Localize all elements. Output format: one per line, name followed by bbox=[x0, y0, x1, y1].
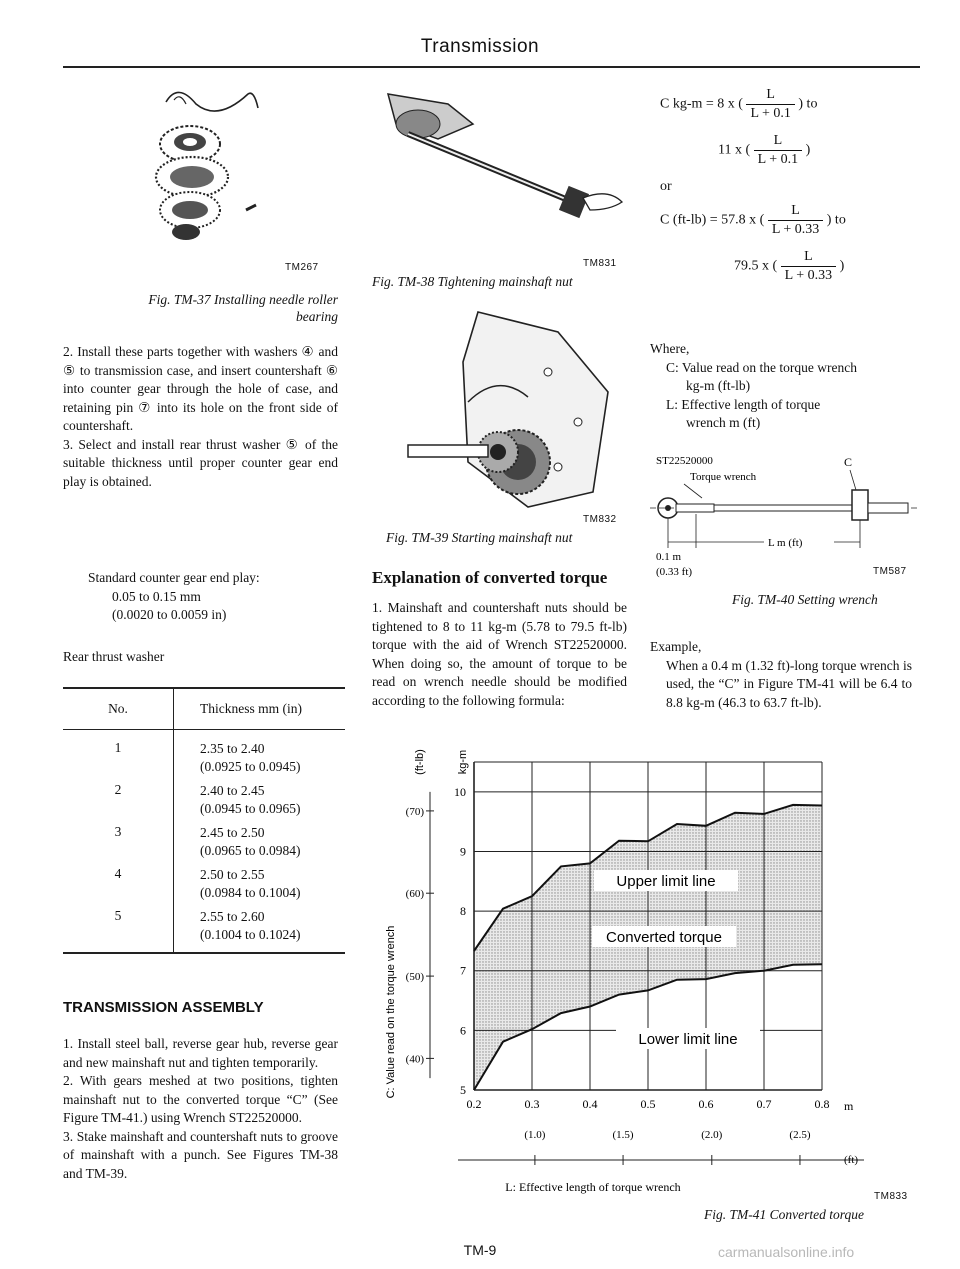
fig40-c-leader bbox=[850, 470, 856, 490]
thickness-table-box bbox=[63, 687, 345, 954]
example-title: Example, bbox=[650, 639, 702, 654]
formula-line3 bbox=[660, 202, 930, 248]
annot-upper-limit: Upper limit line bbox=[616, 873, 716, 890]
fig39-caption: Fig. TM-39 Starting mainshaft nut bbox=[386, 530, 573, 545]
formula2-lhs: 11 x ( bbox=[718, 142, 751, 158]
x-tick-label: 0.6 bbox=[698, 1097, 714, 1111]
ftlb-tick-label: (50) bbox=[405, 971, 424, 984]
formula2-den: L + 0.1 bbox=[757, 152, 799, 167]
formula1-num: L bbox=[746, 86, 794, 105]
fig40-033ft: (0.33 ft) bbox=[656, 566, 693, 578]
y-tick-label: 5 bbox=[460, 1083, 466, 1097]
ft-tick-label: (2.5) bbox=[789, 1129, 811, 1141]
chart-y-unit-kgm: kg-m bbox=[457, 749, 469, 775]
x-tick-label: 0.5 bbox=[640, 1097, 656, 1111]
fig40-grip bbox=[852, 490, 868, 520]
formula-line2 bbox=[660, 132, 930, 178]
row2-in: (0.0945 to 0.0965) bbox=[200, 800, 301, 816]
row1-in: (0.0925 to 0.0945) bbox=[200, 758, 301, 774]
x-tick-label: 0.2 bbox=[466, 1097, 482, 1111]
formula4-fraction bbox=[781, 248, 836, 285]
row1-mm: 2.35 to 2.40 bbox=[200, 740, 265, 756]
rear-washer-title: Rear thrust washer bbox=[63, 649, 165, 664]
formula-line1 bbox=[660, 86, 930, 132]
watermark: carmanualsonline.info bbox=[718, 1244, 855, 1260]
formula2-num: L bbox=[754, 132, 802, 151]
fig41-chart bbox=[368, 742, 859, 1200]
step2-paragraph: 2. Install these parts together with washers ④ and ⑤ to transmission case, and insert countershaft ⑥ into counter gear through the hole of case, and retaining pin ⑦ into its hole on the front side of countershaft. bbox=[63, 344, 338, 433]
ftlb-tick-label: (60) bbox=[405, 888, 424, 901]
fig40-code: TM587 bbox=[873, 566, 907, 577]
formula3-den: L + 0.33 bbox=[771, 222, 820, 237]
where-title: Where, bbox=[650, 341, 690, 356]
assembly-step1: 1. Install steel ball, reverse gear hub, reverse gear and new mainshaft nut and tighten temporarily. bbox=[63, 1036, 338, 1070]
fig38-code: TM831 bbox=[583, 258, 617, 269]
ft-tick-label: (1.0) bbox=[524, 1129, 546, 1141]
step3-paragraph: 3. Select and install rear thrust washer ⑤ of the suitable thickness until proper counter gear end play is obtained. bbox=[63, 436, 338, 489]
where-l: L: Effective length of torque bbox=[666, 396, 821, 412]
chart-x-unit: m bbox=[844, 1099, 854, 1113]
x-tick-label: 0.4 bbox=[582, 1097, 598, 1111]
y-tick-label: 10 bbox=[454, 784, 466, 799]
thickness-table bbox=[63, 689, 345, 952]
x-tick-label: 0.3 bbox=[524, 1097, 540, 1111]
fig39-code: TM832 bbox=[583, 514, 617, 525]
fig38-caption: Fig. TM-38 Tightening mainshaft nut bbox=[372, 274, 573, 289]
std-endplay-mm: 0.05 to 0.15 mm bbox=[112, 588, 201, 604]
where-c: C: Value read on the torque wrench bbox=[666, 359, 857, 375]
explanation-paragraph: 1. Mainshaft and countershaft nuts should be tightened to 8 to 11 kg-m (5.78 to 79.5 ft-lb) torque with the aid of Wrench ST22520000. When doing so, the amount of torque to be read on wrench needle should be modified according to the following formula: bbox=[372, 600, 627, 708]
left-body-top bbox=[63, 343, 338, 491]
row2-no: 2 bbox=[63, 776, 174, 818]
ft-tick-label: (1.5) bbox=[612, 1129, 634, 1141]
std-endplay-title: Standard counter gear end play: bbox=[88, 570, 260, 585]
std-endplay bbox=[88, 569, 338, 625]
assembly-step3: 3. Stake mainshaft and countershaft nuts to groove of mainshaft with a punch. See Figures TM-38 and TM-39. bbox=[63, 1128, 338, 1181]
y-tick-label: 8 bbox=[460, 904, 466, 919]
fig40-01m: 0.1 m bbox=[656, 551, 682, 563]
formula4-close: ) bbox=[839, 258, 845, 274]
formula1-to: ) to bbox=[798, 96, 818, 112]
ftlb-tick-label: (40) bbox=[405, 1053, 424, 1066]
formula1-fraction bbox=[746, 86, 794, 123]
table-row bbox=[63, 902, 345, 952]
col-no-header: No. bbox=[63, 689, 174, 729]
assembly-step2: 2. With gears meshed at two positions, tighten mainshaft nut to the converted torque “C” (See Figure TM-41.) using Wrench ST22520000. bbox=[63, 1073, 338, 1125]
formula2-fraction bbox=[754, 132, 802, 169]
row2-mm: 2.40 to 2.45 bbox=[200, 782, 265, 798]
table-row bbox=[63, 776, 345, 818]
fig40-adapter bbox=[676, 504, 714, 512]
fig41-caption: Fig. TM-41 Converted torque bbox=[704, 1207, 864, 1222]
formula3-num: L bbox=[768, 202, 823, 221]
fig40-handle bbox=[714, 505, 852, 511]
formula4-num: L bbox=[781, 248, 836, 267]
y-tick-label: 9 bbox=[460, 844, 466, 859]
fig39-illustration bbox=[408, 302, 628, 517]
x-tick-label: 0.7 bbox=[756, 1097, 772, 1111]
fig37-caption-line1: Fig. TM-37 Installing needle roller bbox=[148, 292, 338, 307]
fig37-caption bbox=[63, 291, 338, 325]
explanation-heading: Explanation of converted torque bbox=[372, 568, 608, 587]
formula-or: or bbox=[660, 179, 672, 194]
row4-in: (0.0984 to 0.1004) bbox=[200, 884, 301, 900]
fig40-tool-label: ST22520000 bbox=[656, 455, 713, 467]
formula4-lhs: 79.5 x ( bbox=[734, 258, 778, 274]
fig40-diagram bbox=[650, 450, 925, 580]
annot-lower-limit: Lower limit line bbox=[638, 1031, 738, 1048]
x-tick-label: 0.8 bbox=[814, 1097, 830, 1111]
table-row bbox=[63, 818, 345, 860]
fig40-len-label: L m (ft) bbox=[768, 537, 803, 549]
y-tick-label: 7 bbox=[460, 963, 466, 978]
fig41-code: TM833 bbox=[874, 1191, 908, 1202]
col-thickness-header: Thickness mm (in) bbox=[174, 689, 346, 729]
row4-mm: 2.50 to 2.55 bbox=[200, 866, 265, 882]
formula2-close: ) bbox=[805, 142, 811, 158]
row5-mm: 2.55 to 2.60 bbox=[200, 908, 265, 924]
row5-no: 5 bbox=[63, 902, 174, 952]
header-rule bbox=[63, 66, 920, 68]
y-tick-label: 6 bbox=[460, 1023, 466, 1038]
fig37-code: TM267 bbox=[285, 262, 319, 273]
formula1-den: L + 0.1 bbox=[750, 106, 791, 121]
page-header: Transmission bbox=[420, 36, 540, 57]
table-header-row bbox=[63, 689, 345, 729]
formula-line4 bbox=[660, 248, 930, 294]
example-text: When a 0.4 m (1.32 ft)-long torque wrench is used, the “C” in Figure TM-41 will be 6.4 to 8.8 kg-m (46.3 to 63.7 ft-lb). bbox=[666, 657, 912, 710]
formula3-lhs: C (ft-lb) = 57.8 x ( bbox=[660, 212, 765, 228]
row3-no: 3 bbox=[63, 818, 174, 860]
example-block bbox=[650, 638, 912, 712]
formula3-fraction bbox=[768, 202, 823, 239]
formula3-to: ) to bbox=[826, 212, 846, 228]
fig40-c-label: C bbox=[844, 455, 853, 469]
table-row bbox=[63, 860, 345, 902]
table-row bbox=[63, 729, 345, 776]
row1-no: 1 bbox=[63, 729, 174, 776]
fig40-torque-label: Torque wrench bbox=[690, 471, 757, 483]
fig40-grip-end bbox=[868, 503, 908, 513]
fig37-caption-line2: bearing bbox=[296, 309, 338, 324]
chart-y-unit-ftlb: (ft-lb) bbox=[414, 749, 426, 775]
row5-in: (0.1004 to 0.1024) bbox=[200, 926, 301, 942]
fig40-leader bbox=[684, 484, 702, 498]
chart-xlabel: L: Effective length of torque wrench bbox=[505, 1180, 681, 1194]
assembly-heading: TRANSMISSION ASSEMBLY bbox=[63, 999, 264, 1016]
formula1-lhs: C kg-m = 8 x ( bbox=[660, 96, 743, 112]
formula-block bbox=[660, 86, 930, 294]
assembly-steps bbox=[63, 1035, 338, 1183]
where-l-units: wrench m (ft) bbox=[686, 415, 761, 430]
ftlb-tick-label: (70) bbox=[405, 805, 424, 818]
fig40-caption: Fig. TM-40 Setting wrench bbox=[732, 592, 878, 607]
formula4-den: L + 0.33 bbox=[784, 268, 833, 283]
fig38-illustration bbox=[378, 84, 630, 254]
page-number: TM-9 bbox=[463, 1242, 497, 1258]
annot-converted: Converted torque bbox=[606, 929, 722, 946]
row3-mm: 2.45 to 2.50 bbox=[200, 824, 265, 840]
fig37-illustration bbox=[138, 82, 278, 242]
where-block bbox=[650, 340, 925, 433]
chart-ylabel: C: Value read on the torque wrench bbox=[385, 925, 397, 1099]
row3-in: (0.0965 to 0.0984) bbox=[200, 842, 301, 858]
chart-x-unit-ft: (ft) bbox=[844, 1154, 859, 1166]
where-c-units: kg-m (ft-lb) bbox=[686, 378, 751, 393]
ft-tick-label: (2.0) bbox=[701, 1129, 723, 1141]
row4-no: 4 bbox=[63, 860, 174, 902]
std-endplay-in: (0.0020 to 0.0059 in) bbox=[112, 607, 227, 622]
